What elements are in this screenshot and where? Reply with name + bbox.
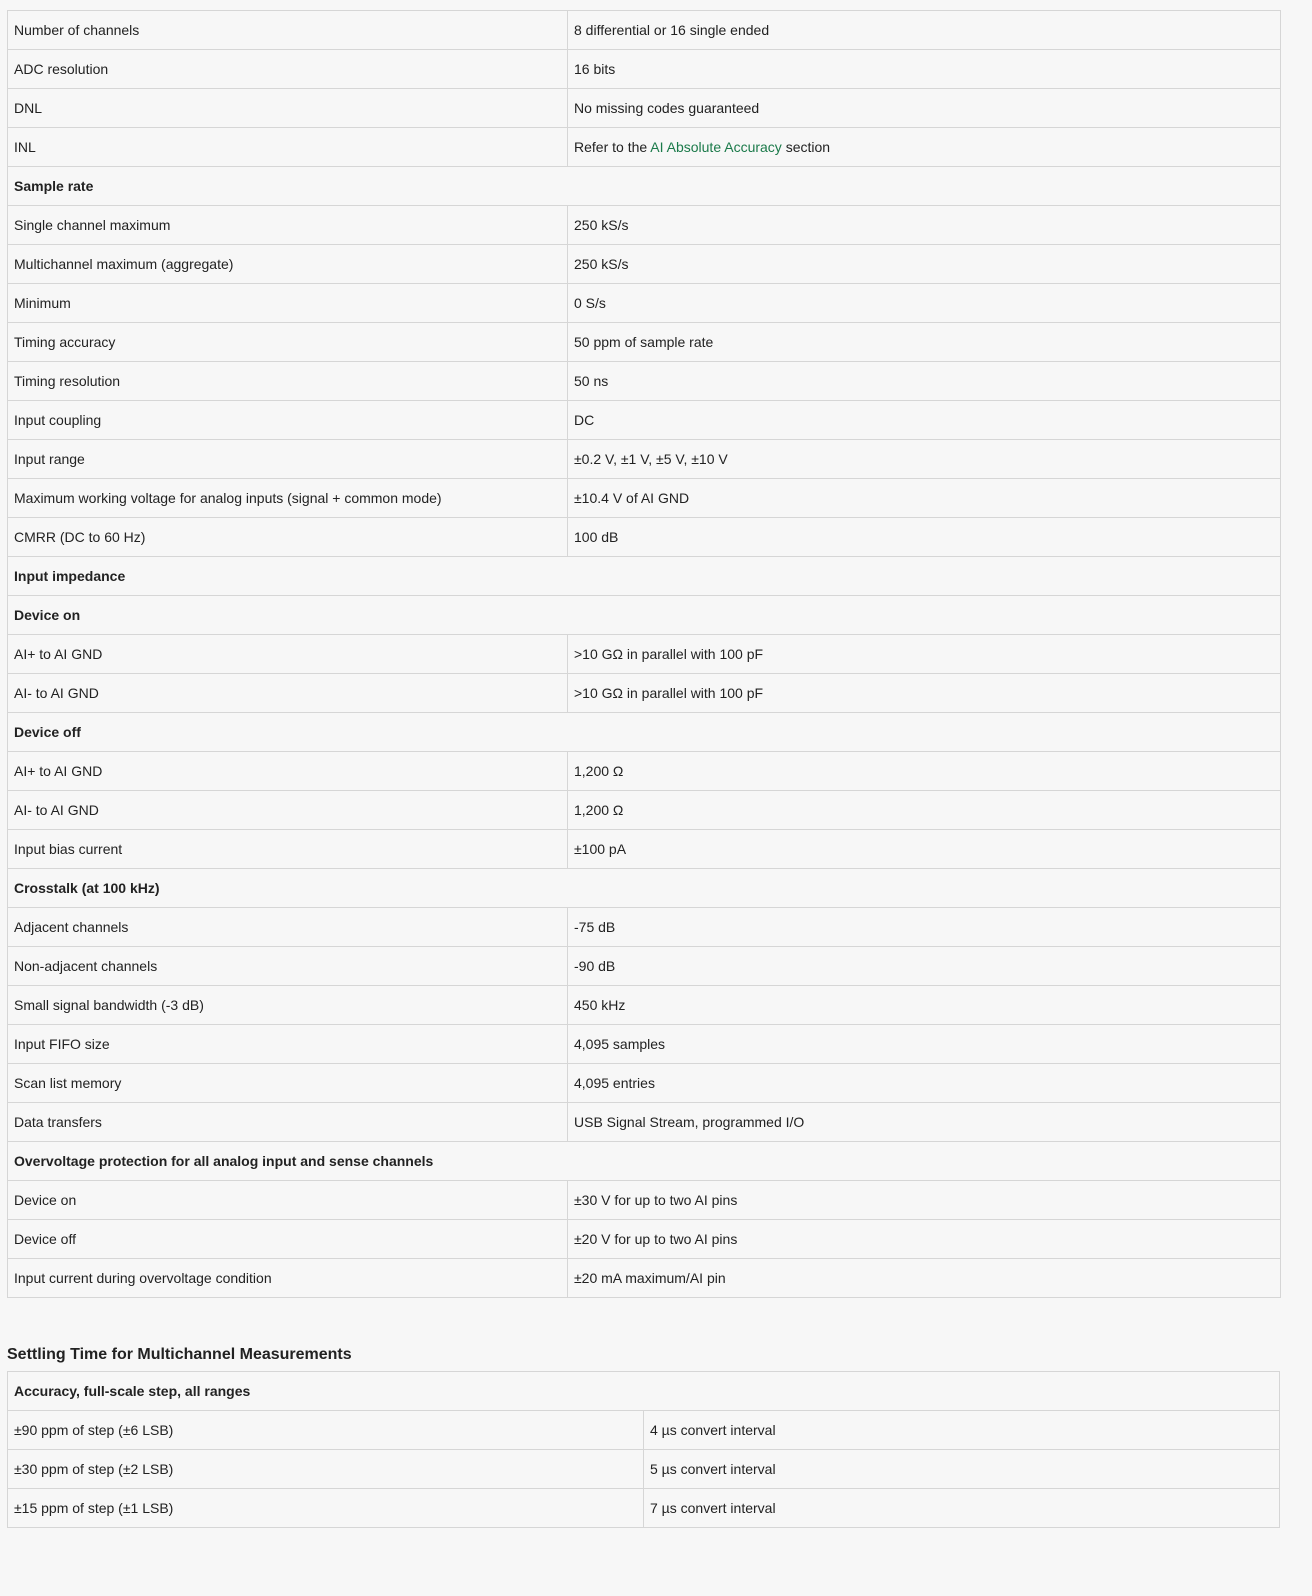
spec-label: ±90 ppm of step (±6 LSB) (8, 1411, 644, 1450)
section-header-row (8, 167, 1281, 206)
spec-label: Input FIFO size (8, 1025, 568, 1064)
spec-value: 8 differential or 16 single ended (568, 11, 1281, 50)
spec-label: Minimum (8, 284, 568, 323)
table-row (8, 1411, 1280, 1450)
spec-label: AI- to AI GND (8, 791, 568, 830)
spec-label: AI- to AI GND (8, 674, 568, 713)
spec-label: ADC resolution (8, 50, 568, 89)
spec-page (7, 10, 1282, 1528)
spec-value: 50 ppm of sample rate (568, 323, 1281, 362)
table-row (8, 1064, 1281, 1103)
section-header-row (8, 557, 1281, 596)
spec-value: 4,095 entries (568, 1064, 1281, 1103)
spec-label: Input coupling (8, 401, 568, 440)
spec-label: Single channel maximum (8, 206, 568, 245)
section-header-label: Accuracy, full-scale step, all ranges (8, 1372, 1280, 1411)
table-row (8, 479, 1281, 518)
table-row (8, 128, 1281, 167)
table-row (8, 518, 1281, 557)
spec-value: ±100 pA (568, 830, 1281, 869)
table-row (8, 11, 1281, 50)
spec-label: Input bias current (8, 830, 568, 869)
section-header-label: Overvoltage protection for all analog input and sense channels (8, 1142, 1281, 1181)
table-row (8, 440, 1281, 479)
spec-value: 5 µs convert interval (644, 1450, 1280, 1489)
spec-label: ±15 ppm of step (±1 LSB) (8, 1489, 644, 1528)
spec-label: Timing resolution (8, 362, 568, 401)
section-header-label: Device off (8, 713, 1281, 752)
section-header-label: Crosstalk (at 100 kHz) (8, 869, 1281, 908)
spec-value: ±0.2 V, ±1 V, ±5 V, ±10 V (568, 440, 1281, 479)
table-row (8, 947, 1281, 986)
spec-value: -75 dB (568, 908, 1281, 947)
table-row (8, 986, 1281, 1025)
spec-value: DC (568, 401, 1281, 440)
settling-time-heading: Settling Time for Multichannel Measurements (7, 1346, 352, 1363)
section-header-label: Input impedance (8, 557, 1281, 596)
spec-label: Small signal bandwidth (-3 dB) (8, 986, 568, 1025)
table-row (8, 674, 1281, 713)
table-row (8, 1103, 1281, 1142)
table-row (8, 791, 1281, 830)
spec-value: 100 dB (568, 518, 1281, 557)
spec-value: USB Signal Stream, programmed I/O (568, 1103, 1281, 1142)
spec-label: Device on (8, 1181, 568, 1220)
table-row (8, 245, 1281, 284)
spec-value: No missing codes guaranteed (568, 89, 1281, 128)
table-row (8, 1450, 1280, 1489)
spec-value: ±20 V for up to two AI pins (568, 1220, 1281, 1259)
spec-value: 0 S/s (568, 284, 1281, 323)
section-header-row (8, 869, 1281, 908)
table-row (8, 206, 1281, 245)
section-header-row (8, 1142, 1281, 1181)
spec-value: 450 kHz (568, 986, 1281, 1025)
spec-value: ±10.4 V of AI GND (568, 479, 1281, 518)
spec-label: CMRR (DC to 60 Hz) (8, 518, 568, 557)
ai-absolute-accuracy-link[interactable]: AI Absolute Accuracy (650, 139, 782, 155)
table-row (8, 635, 1281, 674)
spec-value: 50 ns (568, 362, 1281, 401)
spec-label: Multichannel maximum (aggregate) (8, 245, 568, 284)
table-row (8, 1025, 1281, 1064)
table-row (8, 1220, 1281, 1259)
table-row (8, 1259, 1281, 1298)
section-header-row (8, 1372, 1280, 1411)
spec-table-body (8, 11, 1281, 1298)
spec-label: Scan list memory (8, 1064, 568, 1103)
spec-label: Timing accuracy (8, 323, 568, 362)
section-header-label: Sample rate (8, 167, 1281, 206)
spec-value (568, 128, 1281, 167)
analog-input-spec-table (7, 10, 1281, 1298)
spec-value: ±30 V for up to two AI pins (568, 1181, 1281, 1220)
table-row (8, 284, 1281, 323)
spec-label: AI+ to AI GND (8, 752, 568, 791)
spec-label: Input current during overvoltage condition (8, 1259, 568, 1298)
table-row (8, 1489, 1280, 1528)
settling-time-table (7, 1371, 1280, 1528)
table-row (8, 50, 1281, 89)
section-header-row (8, 596, 1281, 635)
spec-label: ±30 ppm of step (±2 LSB) (8, 1450, 644, 1489)
table-row (8, 1181, 1281, 1220)
spec-label: Number of channels (8, 11, 568, 50)
table-row (8, 362, 1281, 401)
spec-value: ±20 mA maximum/AI pin (568, 1259, 1281, 1298)
table-row (8, 401, 1281, 440)
spec-label: Non-adjacent channels (8, 947, 568, 986)
table-row (8, 323, 1281, 362)
spec-value: >10 GΩ in parallel with 100 pF (568, 674, 1281, 713)
spec-label: Maximum working voltage for analog inputs (signal + common mode) (8, 479, 568, 518)
spec-value: 16 bits (568, 50, 1281, 89)
spec-label: Data transfers (8, 1103, 568, 1142)
table-row (8, 89, 1281, 128)
spec-value: 4,095 samples (568, 1025, 1281, 1064)
spec-value: 1,200 Ω (568, 791, 1281, 830)
spec-value: 250 kS/s (568, 206, 1281, 245)
spec-value: >10 GΩ in parallel with 100 pF (568, 635, 1281, 674)
spec-value: 7 µs convert interval (644, 1489, 1280, 1528)
section-header-row (8, 713, 1281, 752)
spec-value: -90 dB (568, 947, 1281, 986)
spec-label: Adjacent channels (8, 908, 568, 947)
spec-label: Input range (8, 440, 568, 479)
spec-value: 1,200 Ω (568, 752, 1281, 791)
section-header-label: Device on (8, 596, 1281, 635)
table-row (8, 752, 1281, 791)
spec-value: 250 kS/s (568, 245, 1281, 284)
settling-table-body (8, 1372, 1280, 1528)
spec-value-prefix: Refer to the (574, 139, 651, 155)
table-row (8, 908, 1281, 947)
spec-value: 4 µs convert interval (644, 1411, 1280, 1450)
table-row (8, 830, 1281, 869)
spec-label: INL (8, 128, 568, 167)
spec-label: DNL (8, 89, 568, 128)
spec-label: Device off (8, 1220, 568, 1259)
spec-label: AI+ to AI GND (8, 635, 568, 674)
spec-value-suffix: section (781, 139, 831, 155)
